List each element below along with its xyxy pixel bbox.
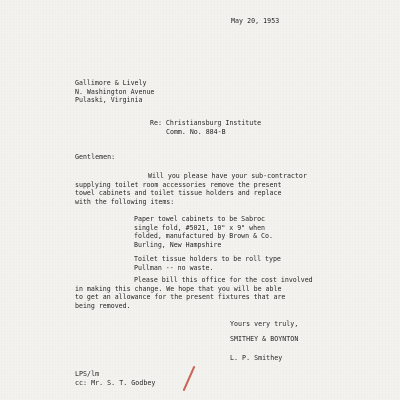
item-line: folded, manufactured by Brown & Co. — [134, 232, 273, 241]
item-line: Toilet tissue holders to be roll type — [134, 255, 281, 263]
complimentary-closing: Yours very truly, — [230, 320, 299, 328]
paragraph-line: towel cabinets and toilet tissue holders and replace — [75, 189, 282, 198]
item-line: Pullman -- no waste. — [134, 263, 214, 272]
paragraph-line: in making this change. We hope that you will be able — [75, 284, 282, 293]
paragraph-request — [75, 172, 307, 206]
addressee-line: Pulaski, Virginia — [75, 96, 143, 105]
typist-initials: LPS/lm — [75, 370, 100, 378]
paragraph-line: Will you please have your sub-contractor — [148, 172, 307, 180]
paragraph-line: to get an allowance for the present fixtures that are — [75, 293, 286, 302]
paragraph-line: Please bill this office for the cost involved — [134, 276, 313, 284]
carbon-copy-line: cc: Mr. S. T. Godbey — [75, 379, 156, 387]
firm-name: SMITHEY & BOYNTON — [230, 335, 299, 343]
paragraph-line: being removed. — [75, 301, 131, 310]
addressee-line: Gallimore & Lively — [75, 79, 147, 87]
addressee-line: N. Washington Avenue — [75, 87, 155, 96]
paragraph-line: with the following items: — [75, 197, 175, 206]
paragraph-billing — [75, 276, 313, 310]
reference-block — [150, 119, 261, 136]
item-towel-cabinets — [134, 215, 273, 249]
item-line: Burling, New Hampshire — [134, 240, 222, 249]
item-line: single fold, #5021, 10" x 9" when — [134, 223, 266, 232]
item-line: Paper towel cabinets to be Sabroc — [134, 215, 266, 223]
reference-project: Re: Christiansburg Institute — [150, 119, 262, 127]
reference-commission: Comm. No. 884-B — [166, 127, 226, 136]
red-pencil-mark — [183, 366, 196, 391]
letter-date: May 20, 1953 — [231, 17, 280, 25]
paragraph-line: supplying toilet room accessories remove the present — [75, 180, 282, 189]
item-tissue-holders — [134, 255, 281, 272]
addressee-block — [75, 79, 154, 105]
signer-name: L. P. Smithey — [230, 354, 283, 362]
salutation: Gentlemen: — [75, 153, 116, 161]
